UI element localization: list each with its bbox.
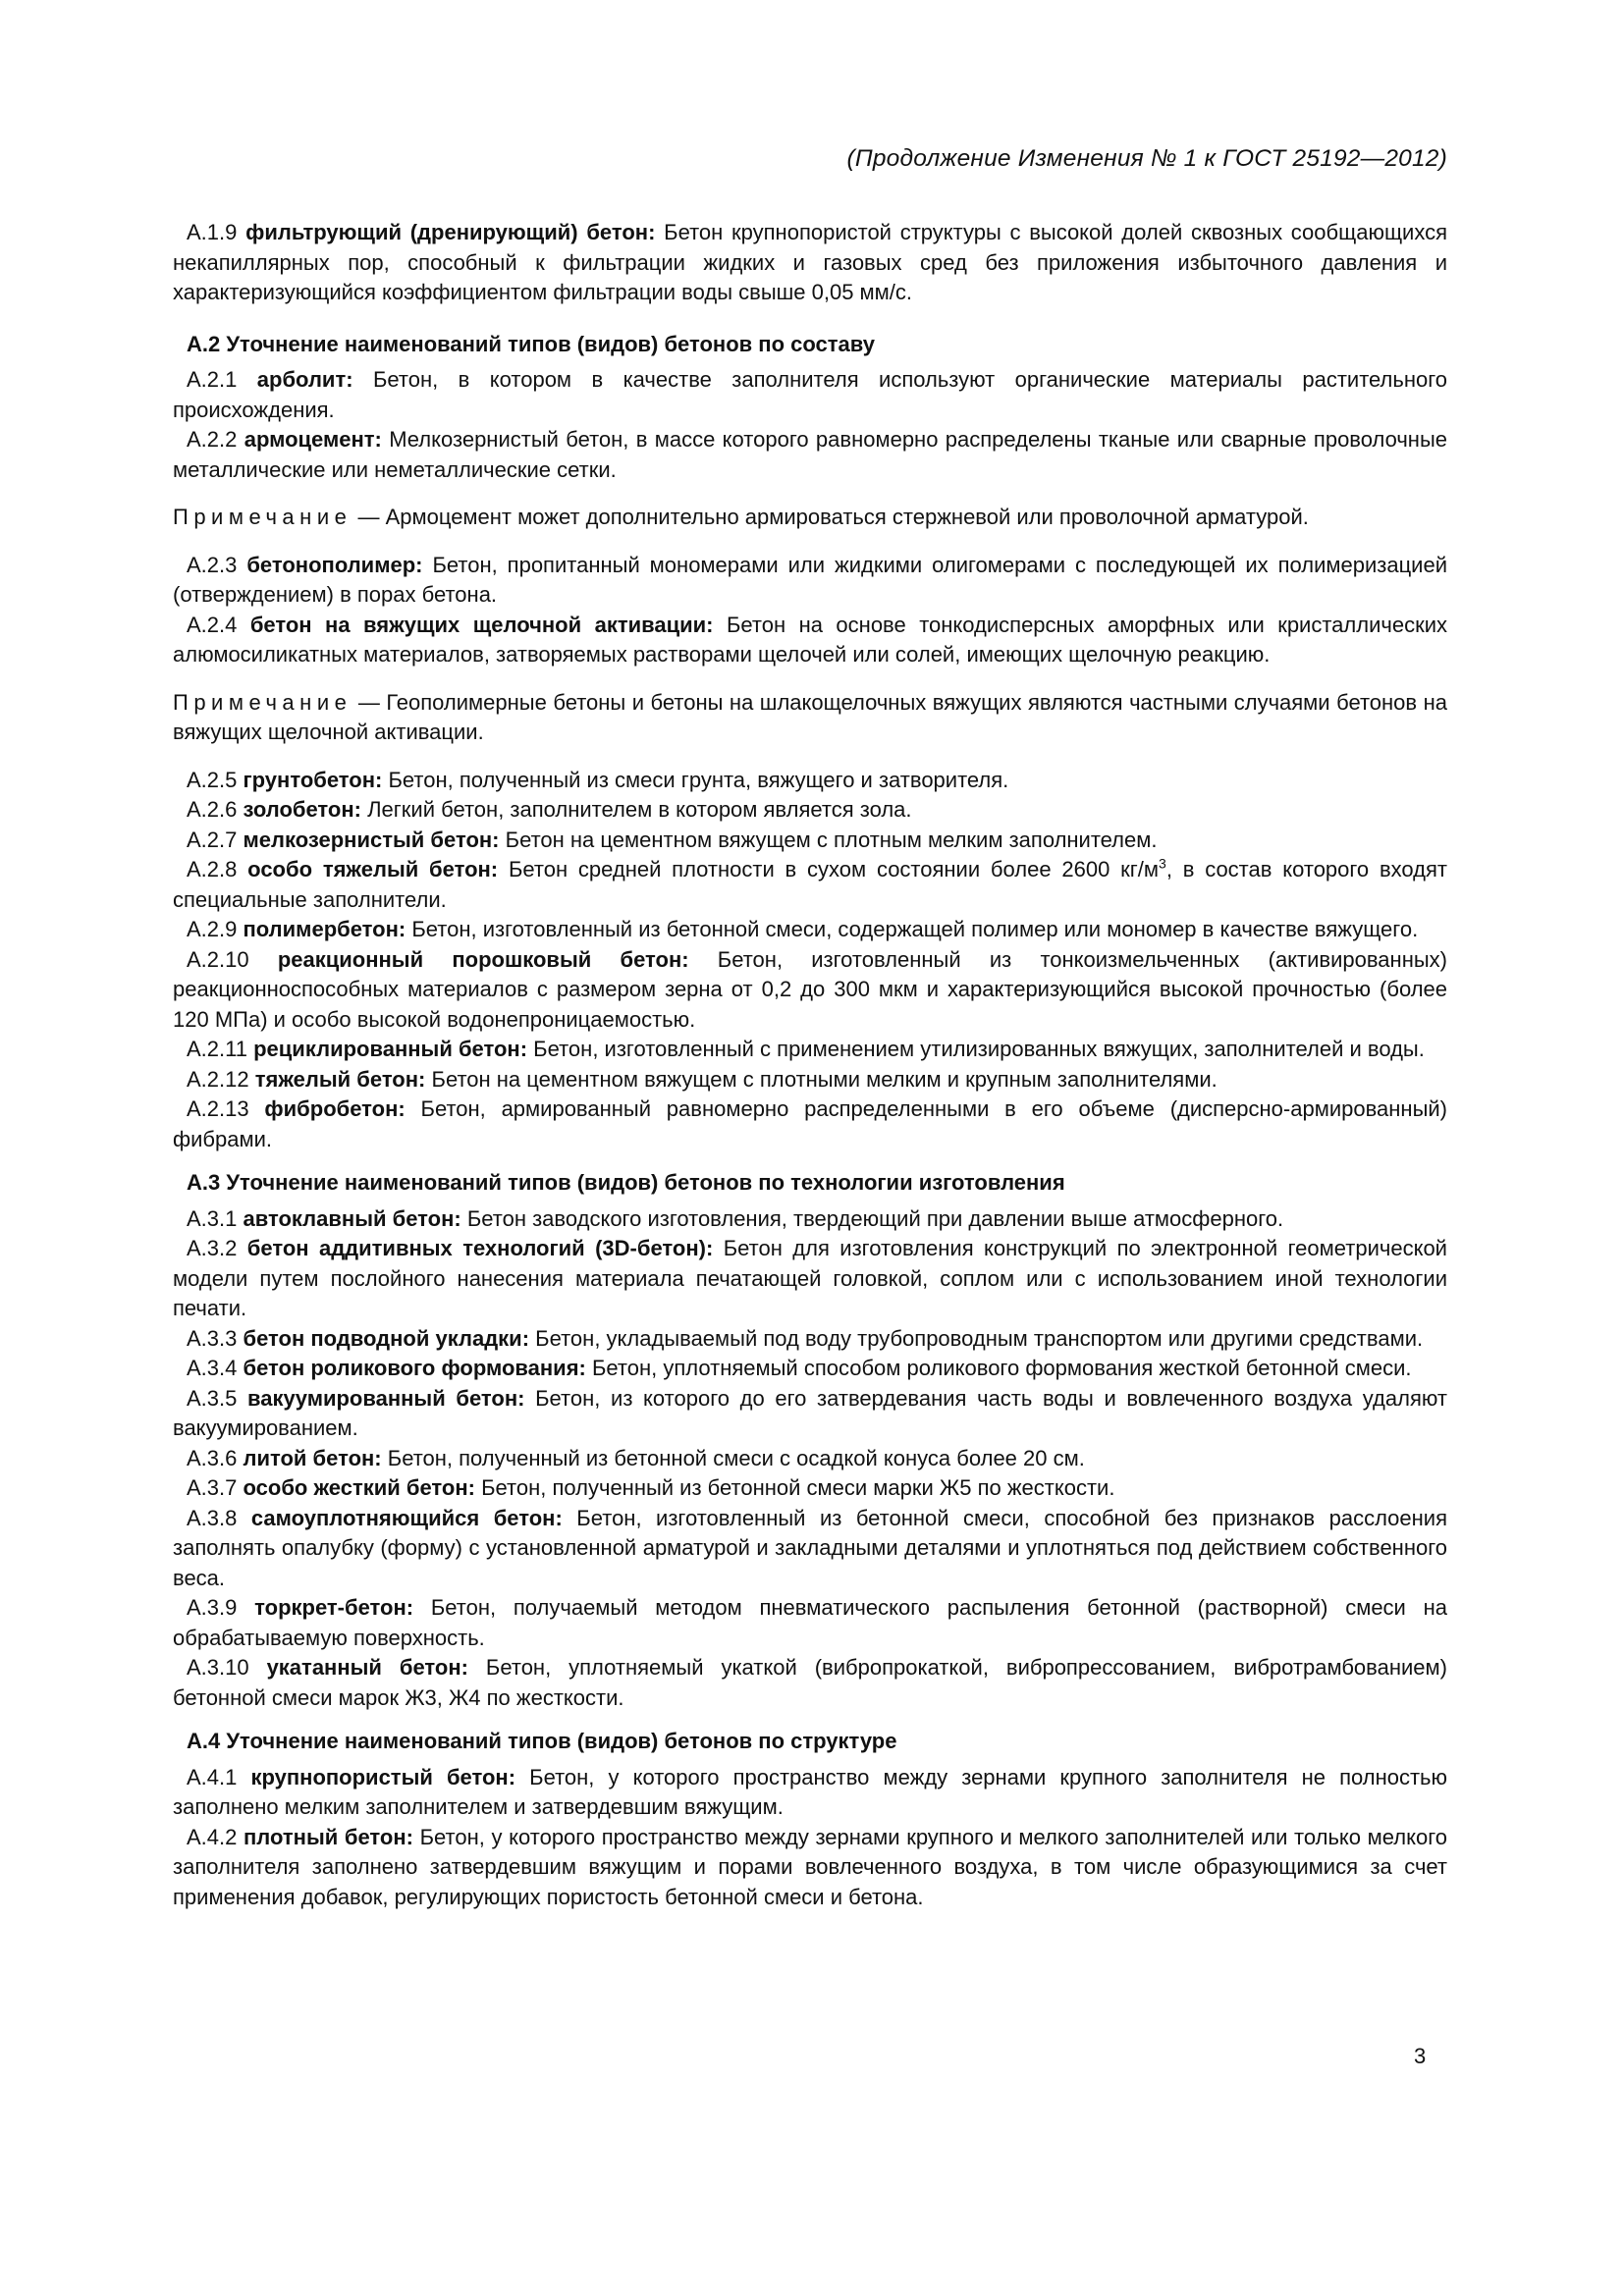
definition-a36: А.3.6 литой бетон: Бетон, полученный из бетонной смеси с осадкой конуса более 20 см. <box>187 1445 1085 1470</box>
note-1 <box>173 503 1447 533</box>
definition-a37: А.3.7 особо жесткий бетон: Бетон, полученный из бетонной смеси марки Ж5 по жесткости. <box>187 1475 1115 1500</box>
section-heading-a4: А.4 Уточнение наименований типов (видов) бетонов по структуре <box>187 1729 897 1753</box>
note-label: Примечание <box>173 689 352 715</box>
definition-a25: А.2.5 грунтобетон: Бетон, полученный из смеси грунта, вяжущего и затворителя. <box>187 767 1009 792</box>
definition-a212: А.2.12 тяжелый бетон: Бетон на цементном вяжущем с плотными мелким и крупным заполнителями. <box>187 1066 1218 1092</box>
section-heading-a3: А.3 Уточнение наименований типов (видов) бетонов по технологии изготовления <box>187 1170 1065 1195</box>
note-text: — Геополимерные бетоны и бетоны на шлакощелочных вяжущих являются частными случаями бетонов на вяжущих щелочной активации. <box>173 689 1447 744</box>
document-page <box>173 143 1447 1912</box>
definition-a310: А.3.10 укатанный бетон: Бетон, уплотняемый укаткой (вибропрокаткой, вибропрессованием, вибротрамбованием) бетонной смеси марок Ж3, Ж4 по жесткости. <box>173 1655 1447 1710</box>
note-2 <box>173 688 1447 748</box>
definition-a31: А.3.1 автоклавный бетон: Бетон заводского изготовления, твердеющий при давлении выше атмосферного. <box>187 1205 1284 1231</box>
definition-a28: А.2.8 особо тяжелый бетон: Бетон средней плотности в сухом состоянии более 2600 $кг/м^3$, в состав которого входят специальные заполнители. <box>173 855 1447 912</box>
definition-a26: А.2.6 золобетон: Легкий бетон, заполнителем в котором является зола. <box>187 797 912 822</box>
definition-a211: А.2.11 рециклированный бетон: Бетон, изготовленный с применением утилизированных вяжущих, заполнителей и воды. <box>187 1037 1425 1061</box>
section-heading-a2: А.2 Уточнение наименований типов (видов) бетонов по составу <box>187 331 875 356</box>
definition-a19 <box>173 218 1447 308</box>
note-label: Примечание <box>173 505 352 529</box>
definition-a33: А.3.3 бетон подводной укладки: Бетон, укладываемый под воду трубопроводным транспортом или другими средствами. <box>187 1325 1424 1351</box>
definition-a29: А.2.9 полимербетон: Бетон, изготовленный из бетонной смеси, содержащей полимер или мономер в качестве вяжущего. <box>187 917 1419 941</box>
definition-a22: А.2.2 армоцемент: Мелкозернистый бетон, в массе которого равномерно распределены тканые или сварные проволочные металлические или неметаллические сетки. <box>173 427 1447 482</box>
definition-a41: А.4.1 крупнопористый бетон: Бетон, у которого пространство между зернами крупного заполнителя не полностью заполнено мелким заполнителем и затвердевшим вяжущим. <box>173 1764 1448 1819</box>
term: фильтрующий (дренирующий) бетон: <box>245 220 656 244</box>
definition-a24: А.2.4 бетон на вяжущих щелочной активации: Бетон на основе тонкодисперсных аморфных или кристаллических алюмосиликатных материалов, затворяемых растворами щелочей или солей, имеющих щелочную реакцию. <box>173 612 1447 667</box>
definition-a34: А.3.4 бетон роликового формования: Бетон, уплотняемый способом роликового формования жесткой бетонной смеси. <box>187 1356 1412 1380</box>
page-header: (Продолжение Изменения № 1 к ГОСТ 25192—2012) <box>846 145 1447 172</box>
definition-a38: А.3.8 самоуплотняющийся бетон: Бетон, изготовленный из бетонной смеси, способной без признаков расслоения заполнять опалубку (форму) с установленной арматурой и закладными деталями и уплотняться под действием собственного веса. <box>173 1505 1447 1590</box>
clause-number: А.1.9 <box>187 220 238 244</box>
definition-text: Бетон крупнопористой структуры с высокой долей сквозных сообщающихся некапиллярных пор, способный к фильтрации жидких и газовых сред без приложения избыточного давления и характеризующийся коэффициентом фильтрации воды свыше 0,05 мм/с. <box>173 220 1447 304</box>
definition-a39: А.3.9 торкрет-бетон: Бетон, получаемый методом пневматического распыления бетонной (растворной) смеси на обрабатываемую поверхность. <box>173 1595 1447 1650</box>
definition-a42: А.4.2 плотный бетон: Бетон, у которого пространство между зернами крупного и мелкого заполнителей или только мелкого заполнителя заполнено затвердевшим вяжущим и порами вовлеченного воздуха, в том числе образующимися за счет применения добавок, регулирующих пористость бетонной смеси и бетона. <box>173 1824 1447 1909</box>
definition-a27: А.2.7 мелкозернистый бетон: Бетон на цементном вяжущем с плотным мелким заполнителем. <box>187 827 1158 852</box>
definition-a213: А.2.13 фибробетон: Бетон, армированный равномерно распределенными в его объеме (дисперсно-армированный) фибрами. <box>173 1096 1447 1151</box>
definition-a21: А.2.1 арболит: Бетон, в котором в качестве заполнителя используют органические материалы растительного происхождения. <box>173 367 1447 422</box>
note-text: — Армоцемент может дополнительно армироваться стержневой или проволочной арматурой. <box>352 505 1309 529</box>
definition-a23: А.2.3 бетонополимер: Бетон, пропитанный мономерами или жидкими олигомерами с последующей их полимеризацией (отверждением) в порах бетона. <box>173 552 1447 607</box>
superscript: 3 <box>1159 855 1166 872</box>
definition-a35: А.3.5 вакуумированный бетон: Бетон, из которого до его затвердевания часть воды и вовлеченного воздуха удаляют вакуумированием. <box>173 1385 1447 1440</box>
definition-a210: А.2.10 реакционный порошковый бетон: Бетон, изготовленный из тонкоизмельченных (активированных) реакционноспособных материалов с размером зерна от 0,2 до 300 мкм и характеризующийся высокой прочностью (более 120 МПа) и особо высокой водонепроницаемостью. <box>173 946 1447 1032</box>
page-number: 3 <box>1414 2044 1427 2068</box>
definition-a32: А.3.2 бетон аддитивных технологий (3D-бетон): Бетон для изготовления конструкций по электронной геометрической модели путем послойного нанесения материала печатающей головкой, соплом или с использованием иной технологии печати. <box>173 1236 1447 1320</box>
